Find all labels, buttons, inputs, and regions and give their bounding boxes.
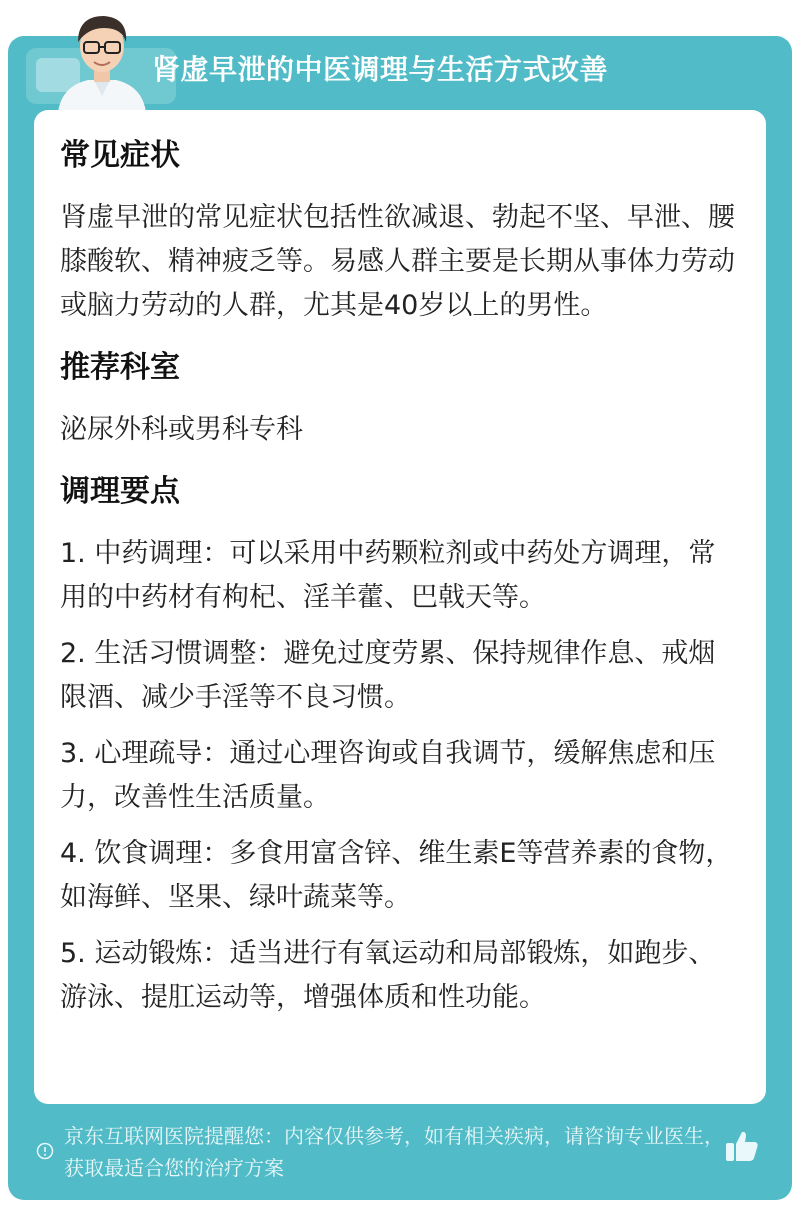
content-card: [34, 110, 766, 1104]
symptoms-text: 肾虚早泄的常见症状包括性欲减退、勃起不坚、早泄、腰膝酸软、精神疲乏等。易感人群主要是长期从事体力劳动或脑力劳动的人群，尤其是40岁以上的男性。: [60, 202, 735, 321]
footer: [36, 1120, 736, 1190]
care-item: 2. 生活习惯调整：避免过度劳累、保持规律作息、戒烟限酒、减少手淫等不良习惯。: [60, 638, 716, 713]
care-item: 5. 运动锻炼：适当进行有氧运动和局部锻炼，如跑步、游泳、提肛运动等，增强体质和性功能。: [60, 938, 716, 1013]
thumbs-up-icon[interactable]: [722, 1126, 762, 1166]
care-item: 3. 心理疏导：通过心理咨询或自我调节，缓解焦虑和压力，改善性生活质量。: [60, 738, 716, 813]
page-title: 肾虚早泄的中医调理与生活方式改善: [152, 53, 609, 86]
disclaimer-text: 京东互联网医院提醒您：内容仅供参考，如有相关疾病，请咨询专业医生，获取最适合您的治疗方案: [64, 1124, 724, 1180]
care-item: 4. 饮食调理：多食用富含锌、维生素E等营养素的食物，如海鲜、坚果、绿叶蔬菜等。: [60, 838, 733, 913]
department-text: 泌尿外科或男科专科: [60, 414, 303, 445]
doctor-avatar: [48, 6, 156, 112]
content-body: [60, 134, 740, 1020]
care-list: [60, 532, 740, 1020]
care-item: 1. 中药调理：可以采用中药颗粒剂或中药处方调理，常用的中药材有枸杞、淫羊藿、巴戟天等。: [60, 538, 716, 613]
department-heading: 推荐科室: [60, 350, 180, 385]
care-heading: 调理要点: [60, 474, 180, 509]
info-icon: [36, 1142, 54, 1160]
symptoms-heading: 常见症状: [60, 138, 180, 173]
